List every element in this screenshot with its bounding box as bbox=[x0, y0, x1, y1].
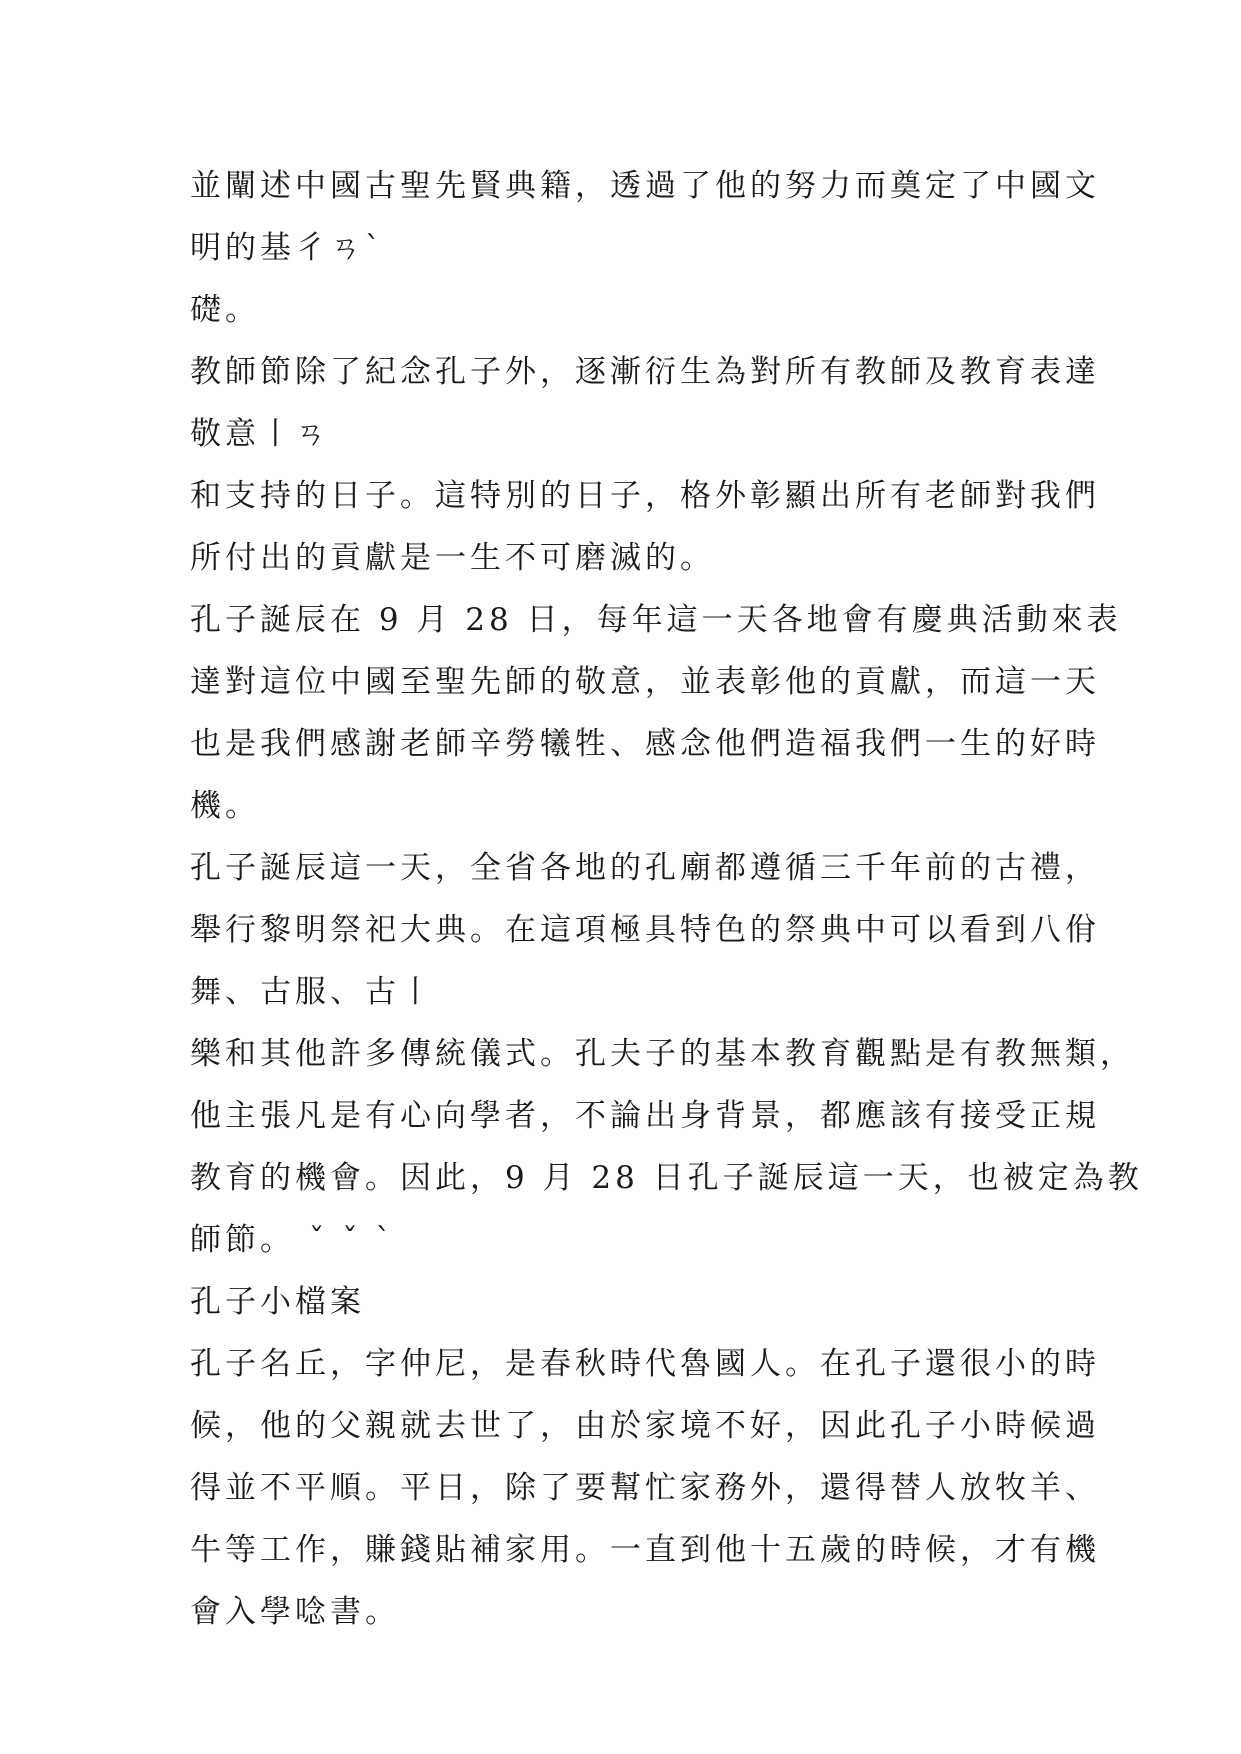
text-line: 得並不平順。平日，除了要幫忙家務外，還得替人放牧羊、 bbox=[190, 1470, 1100, 1506]
text-line: 牛等工作，賺錢貼補家用。一直到他十五歲的時候，才有機 bbox=[190, 1532, 1100, 1568]
text-line: 師節。 ˇ ˇ ˋ bbox=[190, 1222, 396, 1258]
text-line: 舉行黎明祭祀大典。在這項極具特色的祭典中可以看到八佾 bbox=[190, 912, 1100, 948]
text-line: 舞、古服、古丨 bbox=[190, 974, 435, 1010]
text-line: 也是我們感謝老師辛勞犧牲、感念他們造福我們一生的好時 bbox=[190, 726, 1100, 762]
text-line: 和支持的日子。這特別的日子，格外彰顯出所有老師對我們 bbox=[190, 478, 1100, 514]
text-line: 礎。 bbox=[190, 292, 260, 328]
section-heading: 孔子小檔案 bbox=[190, 1284, 365, 1320]
text-line: 孔子誕辰在 9 月 28 日，每年這一天各地會有慶典活動來表 bbox=[190, 602, 1122, 638]
text-line: 會入學唸書。 bbox=[190, 1594, 400, 1630]
text-line: 教師節除了紀念孔子外，逐漸衍生為對所有教師及教育表達 bbox=[190, 354, 1100, 390]
text-line: 孔子名丘，字仲尼，是春秋時代魯國人。在孔子還很小的時 bbox=[190, 1346, 1100, 1382]
text-line: 教育的機會。因此，9 月 28 日孔子誕辰這一天，也被定為教 bbox=[190, 1160, 1143, 1196]
text-line: 樂和其他許多傳統儀式。孔夫子的基本教育觀點是有教無類， bbox=[190, 1036, 1135, 1072]
text-line: 並闡述中國古聖先賢典籍，透過了他的努力而奠定了中國文 bbox=[190, 168, 1100, 204]
text-line: 候，他的父親就去世了，由於家境不好，因此孔子小時候過 bbox=[190, 1408, 1100, 1444]
text-line: 明的基彳ㄢˋ bbox=[190, 230, 385, 266]
text-line: 機。 bbox=[190, 788, 260, 824]
document-body bbox=[190, 155, 1143, 1643]
text-line: 他主張凡是有心向學者，不論出身背景，都應該有接受正規 bbox=[190, 1098, 1100, 1134]
text-line: 所付出的貢獻是一生不可磨滅的。 bbox=[190, 540, 715, 576]
text-line: 孔子誕辰這一天，全省各地的孔廟都遵循三千年前的古禮， bbox=[190, 850, 1100, 886]
text-line: 達對這位中國至聖先師的敬意，並表彰他的貢獻，而這一天 bbox=[190, 664, 1100, 700]
text-line: 敬意丨ㄢ bbox=[190, 416, 330, 452]
